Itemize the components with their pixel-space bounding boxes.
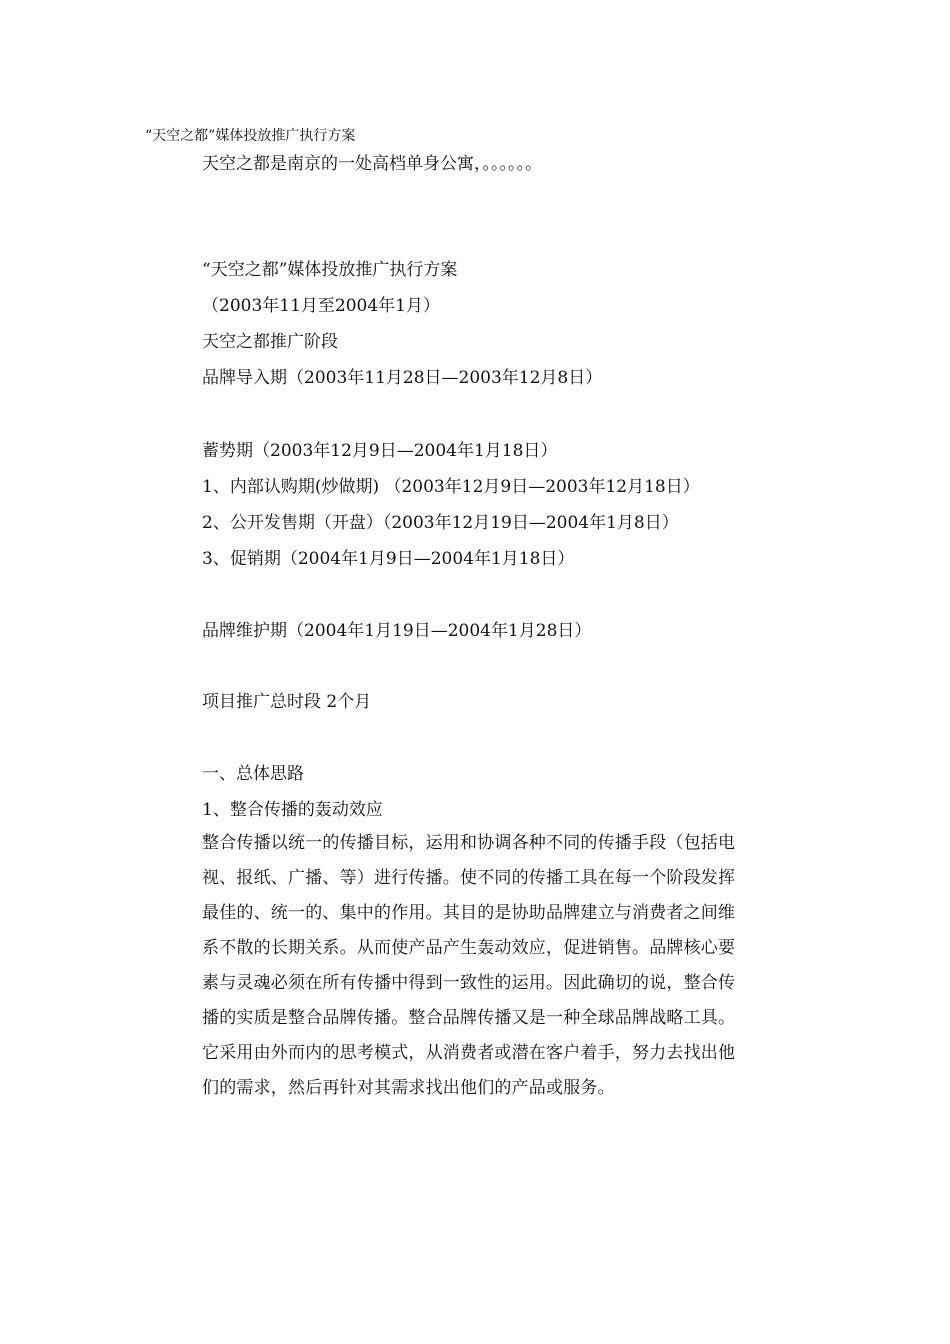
stage-brand-intro: 品牌导入期（2003年11月28日—2003年12月8日） (202, 368, 603, 388)
paragraph-line: 最佳的、统一的、集中的作用。其目的是协助品牌建立与消费者之间维 (202, 903, 736, 923)
section-subheading: 1、整合传播的轰动效应 (202, 800, 383, 820)
total-duration: 项目推广总时段 2个月 (202, 692, 372, 712)
maintenance-block (202, 613, 802, 649)
paragraph-line: 们的需求，然后再针对其需求找出他们的产品或服务。 (202, 1078, 615, 1098)
plan-title: “天空之都”媒体投放推广执行方案 (202, 260, 458, 280)
sub-stage-item: 2、公开发售期（开盘）（2003年12月19日—2004年1月8日） (202, 513, 679, 533)
section-heading: 一、总体思路 (202, 764, 304, 784)
plan-block (202, 252, 802, 396)
paragraph-line: 播的实质是整合品牌传播。整合品牌传播又是一种全球品牌战略工具。 (202, 1008, 736, 1028)
stage-maintenance: 品牌维护期（2004年1月19日—2004年1月28日） (202, 621, 592, 641)
intro-block (202, 146, 802, 182)
body-paragraph (202, 826, 802, 1106)
plan-period: （2003年11月至2004年1月） (202, 296, 440, 316)
intro-text: 天空之都是南京的一处高档单身公寓，。。。。。。 (202, 154, 542, 174)
sub-stage-item: 3、促销期（2004年1月9日—2004年1月18日） (202, 549, 575, 569)
sub-stage-item: 1、内部认购期(炒做期) （2003年12月9日—2003年12月18日） (202, 477, 700, 497)
paragraph-line: 素与灵魂必须在所有传播中得到一致性的运用。因此确切的说，整合传 (202, 973, 736, 993)
paragraph-line: 视、报纸、广播、等）进行传播。使不同的传播工具在每一个阶段发挥 (202, 868, 736, 888)
stage-buildup: 蓄势期（2003年12月9日—2004年1月18日） (202, 441, 558, 461)
paragraph-line: 整合传播以统一的传播目标，运用和协调各种不同的传播手段（包括电 (202, 833, 736, 853)
duration-block (202, 684, 802, 720)
stages-heading: 天空之都推广阶段 (202, 332, 338, 352)
document-small-title: “天空之都”媒体投放推广执行方案 (145, 128, 356, 144)
section-block (202, 756, 802, 828)
paragraph-line: 系不散的长期关系。从而使产品产生轰动效应，促进销售。品牌核心要 (202, 938, 736, 958)
buildup-block (202, 433, 802, 577)
paragraph-line: 它采用由外而内的思考模式，从消费者或潜在客户着手，努力去找出他 (202, 1043, 736, 1063)
